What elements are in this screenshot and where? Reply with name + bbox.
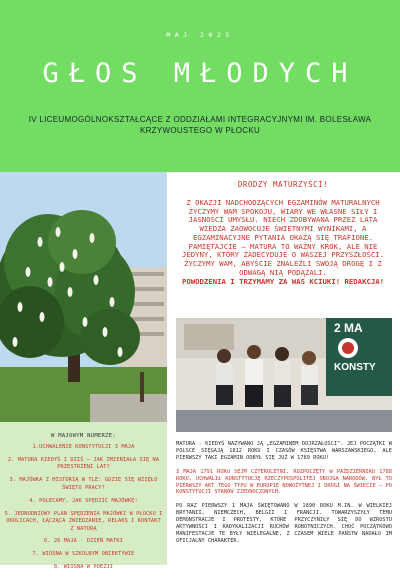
students-photo bbox=[176, 318, 392, 432]
school-name: IV LICEUMOGÓLNOKSZTAŁCĄCE Z ODDZIAŁAMI INTEGRACYJNYMI IM. BOLESŁAWA KRZYWOUSTEGO W PŁOCKU bbox=[28, 115, 372, 135]
toc-item[interactable]: 1.UCHWALENIE KONSTYTUCJI 3 MAJA bbox=[32, 444, 135, 450]
toc-item[interactable]: 8. WIOSNA W POEZJI bbox=[53, 564, 114, 571]
greeting-section bbox=[174, 180, 392, 287]
chestnut-tree-illustration bbox=[0, 172, 167, 422]
sign-text-1: 2 MA bbox=[334, 321, 363, 335]
article-paragraph-konstytucja: 3 MAJA 1791 ROKU SEJM CZTEROLETNI, ROZPOCZĘTY W PAŹDZIERNIKU 1788 ROKU, UCHWALIŁ KONSTYTUCJĘ RZECZYPOSPOLITEJ OBOJGA NARODÓW. BYŁ TO PIERWSZY AKT TEGO TYPU W EUROPIE NOWOŻYTNEJ I DRUGI NA ŚWIECIE – PO KONSTYTUCJI STANÓW ZJEDNOCZONYCH. bbox=[176, 468, 392, 496]
table-of-contents bbox=[0, 422, 167, 571]
toc-item[interactable]: 7. WIOSNA W SZKOLNYM OBIEKTYWIE bbox=[32, 551, 135, 558]
toc-item[interactable]: 3. MAJÓWKA Z HISTORIĄ W TLE: GDZIE SIĘ WZIĘŁO ŚWIĘTO PRACY? bbox=[9, 477, 158, 491]
sign-text-2: KONSTY bbox=[334, 362, 376, 373]
greeting-title: DRODZY MATURZYŚCI! bbox=[237, 180, 329, 189]
masthead bbox=[0, 0, 400, 172]
issue-date: MAJ 2025 bbox=[166, 31, 234, 39]
toc-item[interactable]: 4. POLECAMY, JAK SPĘDZIĆ MAJÓWKĘ! bbox=[29, 497, 138, 504]
toc-item[interactable]: 5. JEDNODNIOWY PLAN SPĘDZENIA MAJÓWKI W PŁOCKU I OKOLICACH, ŁĄCZĄCA ZWIEDZANIE, RELAKS I KONTAKT Z NATURĄ bbox=[4, 510, 163, 532]
students-illustration bbox=[176, 318, 392, 432]
article-paragraph-matura: MATURA - KIEDYŚ NAZYWANO JĄ „EGZAMINEM DOJRZAŁOŚCI". JEJ POCZĄTKI W POLSCE SIĘGAJĄ 1812 ROKU I CZASÓW KSIĘSTWA WARSZAWSKIEGO, ALE PIERWSZY TAKI EGZAMIN ODBYŁ SIĘ JUŻ W 1789 ROKU! bbox=[176, 441, 392, 461]
greeting-signoff: POWODZENIA I TRZYMAMY ZA WAS KCIUKI! REDAKCJA! bbox=[181, 277, 385, 287]
greeting-body: Z OKAZJI NADCHODZĄCYCH EGZAMINÓW MATURALNYCH ŻYCZYMY WAM SPOKOJU, WIARY WE WŁASNE SIŁY I JASNOŚCI UMYSŁU. NIECH ZDOBYWANA PRZEZ LATA WIEDZA ZAOWOCUJE ŚWIETNYMI WYNIKAMI, A EGZAMINACYJNE PYTANIA OKAŻĄ SIĘ TRAFIONE. PAMIĘTAJCIE – MATURA TO WAŻNY KROK, ALE NIE JEDYNY, KTÓRY ZADECYDUJE O WASZEJ PRZYSZŁOŚCI. ŻYCZYMY WAM, ABYŚCIE ZNALEŹLI SWOJĄ DROGĘ I Z ODWAGĄ NIĄ PODĄŻALI. bbox=[181, 198, 385, 277]
toc-list bbox=[4, 444, 163, 577]
article-text bbox=[176, 441, 392, 552]
toc-heading: W MAJOWYM NUMERZE: bbox=[50, 433, 116, 439]
toc-item[interactable]: 2. MATURA KIEDYŚ I DZIŚ – JAK ZMIENIAŁA SIĘ NA PRZESTRZENI LAT? bbox=[7, 456, 160, 471]
newspaper-title: GŁOS MŁODYCH bbox=[42, 58, 358, 89]
article-paragraph-swieto-pracy: PO RAZ PIERWSZY 1 MAJA ŚWIĘTOWANO W 1890 ROKU M.IN. W WIELKIEJ BRYTANII, NIEMCZECH, BELGII I FRANCJI. TOWARZYSZYŁY TEMU DEMONSTRACJE I PROTESTY, KTÓRE PRZYCZYNIŁY SIĘ DO WZROSTU AKTYWNOŚCI I RADYKALIZACJI RUCHÓW ROBOTNICZYCH. CHOĆ POCZĄTKOWO MANIFESTACJE TE BYŁY NIELEGALNE, Z CZASEM WIELE PAŃSTW NADAŁO IM OFICJALNY CHARAKTER. bbox=[176, 503, 392, 544]
toc-item[interactable]: 6. 26 MAJA - DZIEŃ MATKI bbox=[44, 538, 123, 545]
chestnut-tree-photo bbox=[0, 172, 167, 422]
